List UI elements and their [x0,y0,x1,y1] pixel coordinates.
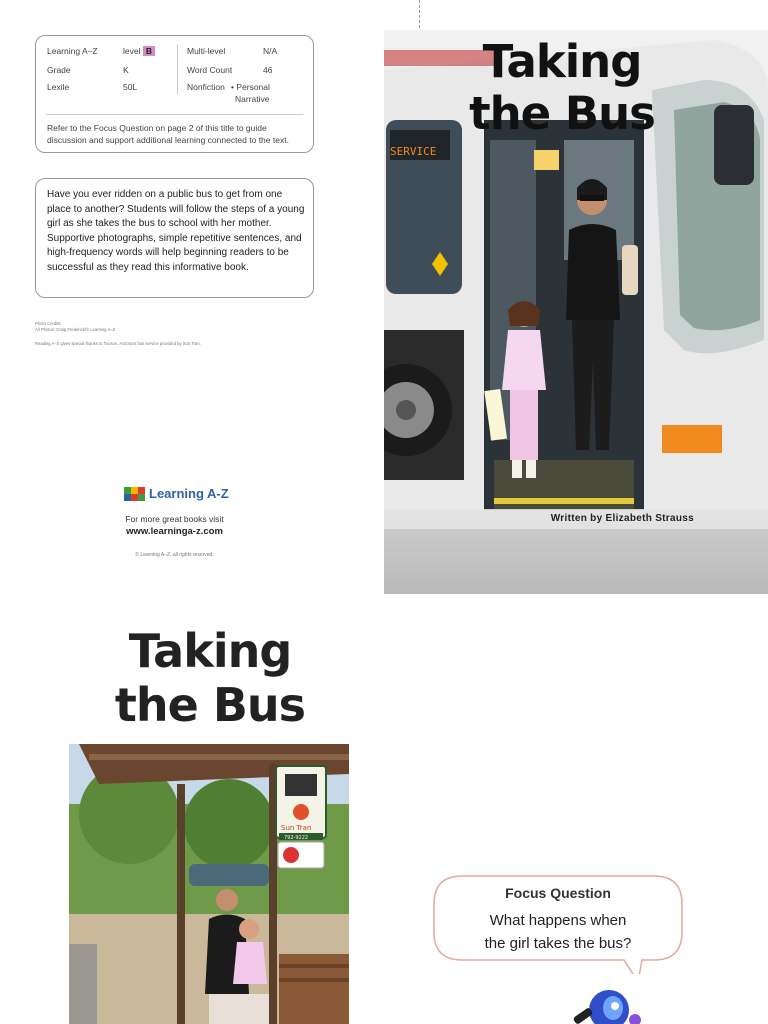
summary-text: Have you ever ridden on a public bus to get from one place to another? Students will follow the steps of a young girl as she takes the bus to school with her mother. Supportive photographs, simple repetitive sentences, and high-frequency words will help beginning readers to be successful as they read this informative book. [47,189,305,273]
focus-question-text [445,909,671,955]
book-info-box [35,35,314,153]
info-value-wordcount: 46 [263,65,273,75]
credits-heading: Photo Credits: [35,321,62,326]
info-label-multilevel: Multi-level [187,46,226,56]
bus-sign-phone: 792-9222 [284,835,309,841]
robot-mascot-icon [565,982,645,1024]
credits-photos: All Photos: Craig Frederick/© Learning A–Z [35,327,116,332]
visit-text: For more great books visit [125,514,224,524]
bus-destination-sign: SERVICE [390,145,437,158]
info-label-learning-az: Learning A–Z [47,46,98,56]
title-line-1: Taking [128,624,292,678]
summary-box [35,178,314,298]
cover-title-line-1: Taking [482,35,642,88]
info-label-wordcount: Word Count [187,65,233,75]
author-credit: Written by Elizabeth Strauss [550,513,694,524]
learning-az-logo-icon [124,487,146,501]
info-value-lexile: 50L [123,82,138,92]
info-label-lexile: Lexile [47,82,70,92]
cover-photo [384,30,768,594]
focus-reference-text: Refer to the Focus Question on page 2 of this title to guide discussion and support additional learning connected to the text. [47,123,289,145]
photo-credits [35,321,115,333]
cover-title-line-2: the Bus [469,87,655,140]
focus-question-line-2: the girl takes the bus? [484,935,632,952]
info-value-multilevel: N/A [263,46,278,56]
info-value-genre-2: Narrative [235,94,270,104]
info-label-genre: Nonfiction [187,82,225,92]
bus-stop-photo [69,744,349,1024]
info-divider-horizontal [46,114,303,115]
info-value-grade: K [123,65,129,75]
info-divider [177,44,178,94]
level-label: level [123,46,141,56]
focus-question-title: Focus Question [505,885,611,901]
info-value-level [123,46,155,56]
title-page-heading [80,624,340,732]
title-line-2: the Bus [114,678,306,732]
bus-stop-illustration [69,744,349,1024]
logo-text: Learning A-Z [149,486,229,501]
author-strip [384,509,768,529]
bus-sign-brand: Sun Tran [281,824,312,832]
website-link[interactable]: www.learninga-z.com [126,526,223,537]
copyright-text: © Learning A–Z, all rights reserved. [135,552,214,558]
info-label-grade: Grade [47,65,71,75]
special-thanks: Reading A–Z gives special thanks to Tucson, Arizona's bus service provided by Sun Tran. [35,341,201,346]
level-badge: B [143,46,155,56]
cover-title [452,36,672,140]
info-value-genre: • Personal [231,82,270,92]
focus-question-line-1: What happens when [489,912,627,929]
